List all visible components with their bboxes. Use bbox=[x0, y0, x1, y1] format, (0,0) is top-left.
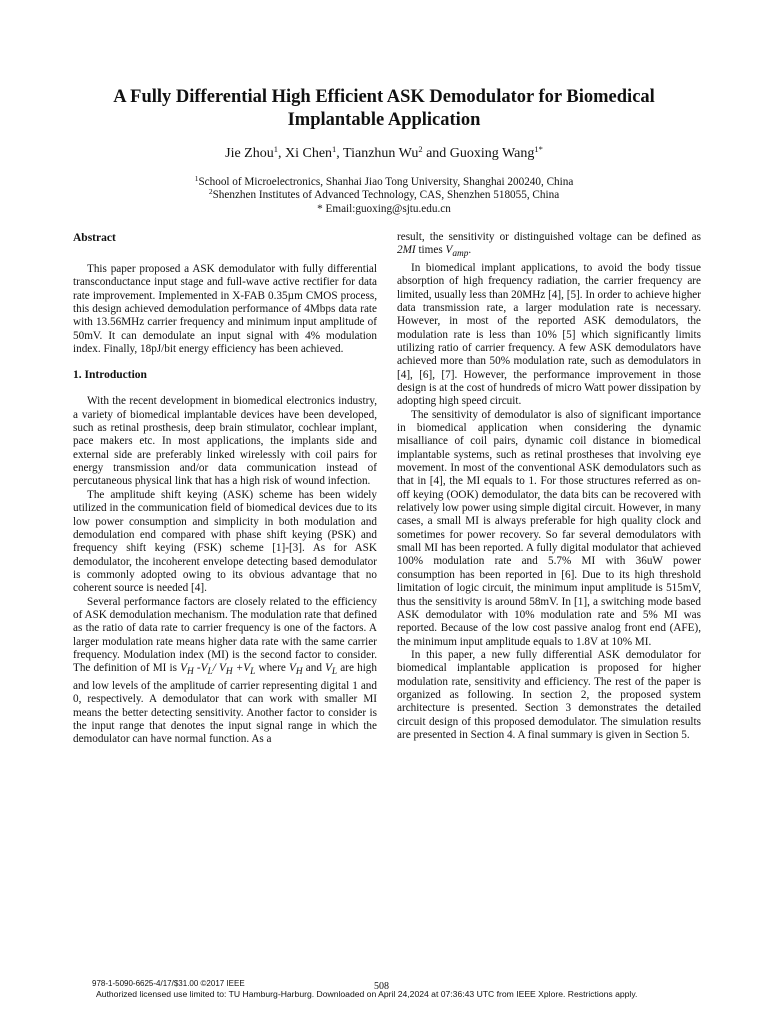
paragraph-text: where bbox=[255, 662, 289, 675]
author-name: Jie Zhou bbox=[225, 146, 274, 161]
paragraph-text: . bbox=[468, 244, 472, 257]
author-affil-mark: 1* bbox=[534, 144, 543, 154]
paragraph-text: Several performance factors are closely related to the efficiency of ASK demodulation mechanism. The modulation rate that defined as the ratio of data rate to carrier frequency is one of the factors. A larger modulation rate means higher data rate with the same carrier frequency. Modulation index (MI) is the second factor to consider. The definition of MI is bbox=[73, 595, 377, 675]
author-name: Guoxing Wang bbox=[449, 146, 535, 161]
body-paragraph bbox=[397, 231, 701, 262]
author-affil-mark: 2 bbox=[418, 144, 423, 154]
author-separator: , bbox=[336, 146, 344, 161]
abstract-heading: Abstract bbox=[73, 232, 116, 244]
author-separator: , bbox=[277, 146, 285, 161]
author-list bbox=[60, 145, 708, 163]
body-paragraph: Several performance factors are closely related to the efficiency of ASK demodulation mechanism. The modulation rate that defined as the ratio of data rate to carrier frequency is one of the factors. A larger modulation rate means higher data rate with the same carrier frequency. Modulation index (MI) is the second factor to consider. The definition of MI is $V_H$ $-V_L/$ $V_H +V_L$ where $V_H$ and $V_L$ are high and low levels of the amplitude of carrier representing digital 1 and 0, respectively. A demodulator that can work with smaller MI means the better detecting sensitivity. Another factor to consider is the input range that denotes the input signal range in which the demodulator can have normal function. As a bbox=[73, 595, 377, 746]
affiliation-mark: 1 bbox=[194, 174, 199, 183]
vh-vl-symbols: $V_H$ bbox=[289, 662, 303, 678]
section-heading-introduction: 1. Introduction bbox=[73, 369, 147, 382]
affiliation-line bbox=[60, 189, 708, 202]
paragraph-text: are high and low levels of the amplitude of carrier representing digital 1 and 0, respectively. A demodulator that can work with smaller MI means the better detecting sensitivity. Another factor to consider is the input range that denotes the input signal range in which the demodulator can have normal function. As a bbox=[73, 662, 377, 746]
email-line[interactable]: * Email:guoxing@sjtu.edu.cn bbox=[317, 202, 451, 215]
right-column bbox=[397, 231, 701, 742]
affiliation-mark: 2 bbox=[208, 187, 213, 197]
author-name: Tianzhun Wu bbox=[343, 146, 419, 161]
affiliation-text: Shenzhen Institutes of Advanced Technology, CAS, Shenzhen 518055, China bbox=[212, 189, 560, 202]
body-paragraph: The sensitivity of demodulator is also of significant importance in biomedical application when considering the dynamic misalliance of coil pairs, dynamic coil distance in biomedical implantable systems, such as retinal prostheses that involving eye movement. In most of the conventional ASK demodulators such as that in [4], the MI equals to 1. For those structures referred as on-off keying (OOK) demodulator, the data bits can be recovered with relatively low power using simple digital circuit. However, in many cases, a small MI is always preferable for high quality clock and sometimes for power recovery. So far several demodulators with small MI has been reported. A fully digital modulator that achieved 100% modulation rate and 5.7% MI with 36uW power consumption has been reported in [6]. Due to its high threshold limitation of logic circuit, the minimum input amplitude is 515mV, thus the sensitivity is around 58mV. In [1], a switching mode based ASK demodulator with 10% modulation rate and 5% MI was reported. Because of the low cost passive analog front end (AFE), the minimum input amplitude equals to 1.8V at 10% MI. bbox=[397, 408, 701, 648]
author-name: Xi Chen bbox=[284, 146, 333, 161]
body-paragraph: In this paper, a new fully differential ASK demodulator for biomedical implantable application is proposed for higher modulation rate, sensitivity and efficiency. The rest of the paper is organized as following. In section 2, the proposed system architecture is presented. Section 3 demonstrates the detailed circuit design of this proposed demodulator. The simulation results are presented in Section 4. A final summary is given in Section 5. bbox=[397, 648, 701, 741]
author-affil-mark: 1 bbox=[332, 144, 337, 154]
affiliation-line bbox=[60, 176, 708, 189]
abstract-paragraph: This paper proposed a ASK demodulator with fully differential transconductance input stage and full-wave active rectifier for data rate improvement. Implemented in X-FAB 0.35µm CMOS process, this design achieved demodulation performance of 4Mbps data rate with 13.56MHz carrier frequency and minimum input amplitude of 50mV. It can demodulate an input signal with 4% modulation index. Finally, 18pJ/bit energy efficiency has been achieved. bbox=[73, 263, 377, 356]
isbn-footer: 978-1-5090-6625-4/17/$31.00 ©2017 IEEE bbox=[92, 979, 245, 988]
affiliations bbox=[60, 176, 708, 216]
paper-title bbox=[60, 86, 708, 132]
title-line-1: A Fully Differential High Efficient ASK Demodulator for Biomedical bbox=[113, 87, 655, 107]
author-separator: and bbox=[422, 146, 450, 161]
left-column bbox=[73, 231, 377, 747]
body-paragraph: In biomedical implant applications, to avoid the body tissue absorption of high frequency radiation, the carrier frequency are limited, usually less than 20MHz [4], [5]. In order to achieve higher data transmission rate, a larger modulation rate is necessary. However, in most of the reported ASK demodulators, the modulation rate is less than 10% [5] which significantly limits utilizing ratio of carrier frequency. A few ASK demodulators have achieved more than 50% modulation rate, such as demodulators in [4], [6], [7]. However, the performance improvement in those design is at the cost of hundreds of micro Watt power dissipation by adopting high speed circuit. bbox=[397, 261, 702, 408]
vamp-symbol: $V_{amp}$ bbox=[445, 244, 469, 260]
title-line-2: Implantable Application bbox=[287, 110, 481, 130]
affiliation-text: School of Microelectronics, Shanhai Jiao Tong University, Shanghai 200240, China bbox=[198, 176, 574, 188]
paragraph-text: times bbox=[415, 244, 446, 257]
body-paragraph: The amplitude shift keying (ASK) scheme has been widely utilized in the communication field of biomedical devices due to its low power consumption and simplicity in both modulation and demodulation end compared with phase shift keying (PSK) and frequency shift keying (FSK) scheme [1]-[3]. As for ASK demodulator, the incoherent envelope detecting based demodulator is commonly adopted owing to its obvious advantage that no coherent source is needed [4]. bbox=[73, 488, 377, 595]
vl-symbol: $V_L$ bbox=[325, 662, 338, 678]
body-paragraph: With the recent development in biomedical electronics industry, a variety of biomedical implantable devices have been developed, such as retinal prosthesis, deep brain stimulator, cochlear implant, pace makers etc. In most applications, the implants side and external side are preferably linked wirelessly with coil pairs for energy transmission and/or data communication instead of percutaneous physical link that has a high risk of wound infection. bbox=[73, 395, 377, 488]
formula-2mi: 2MI bbox=[397, 244, 416, 257]
page-number: 508 bbox=[374, 981, 389, 992]
license-notice: Authorized licensed use limited to: TU Hamburg-Harburg. Downloaded on April 24,2024 at 07:36:43 UTC from IEEE Xplore. Restrictions apply. bbox=[96, 989, 638, 999]
paragraph-text: result, the sensitivity or distinguished voltage can be defined as bbox=[397, 231, 701, 243]
mi-formula: $V_H$ $-V_L/$ $V_H +V_L$ bbox=[180, 662, 256, 678]
author-affil-mark: 1 bbox=[273, 144, 278, 154]
